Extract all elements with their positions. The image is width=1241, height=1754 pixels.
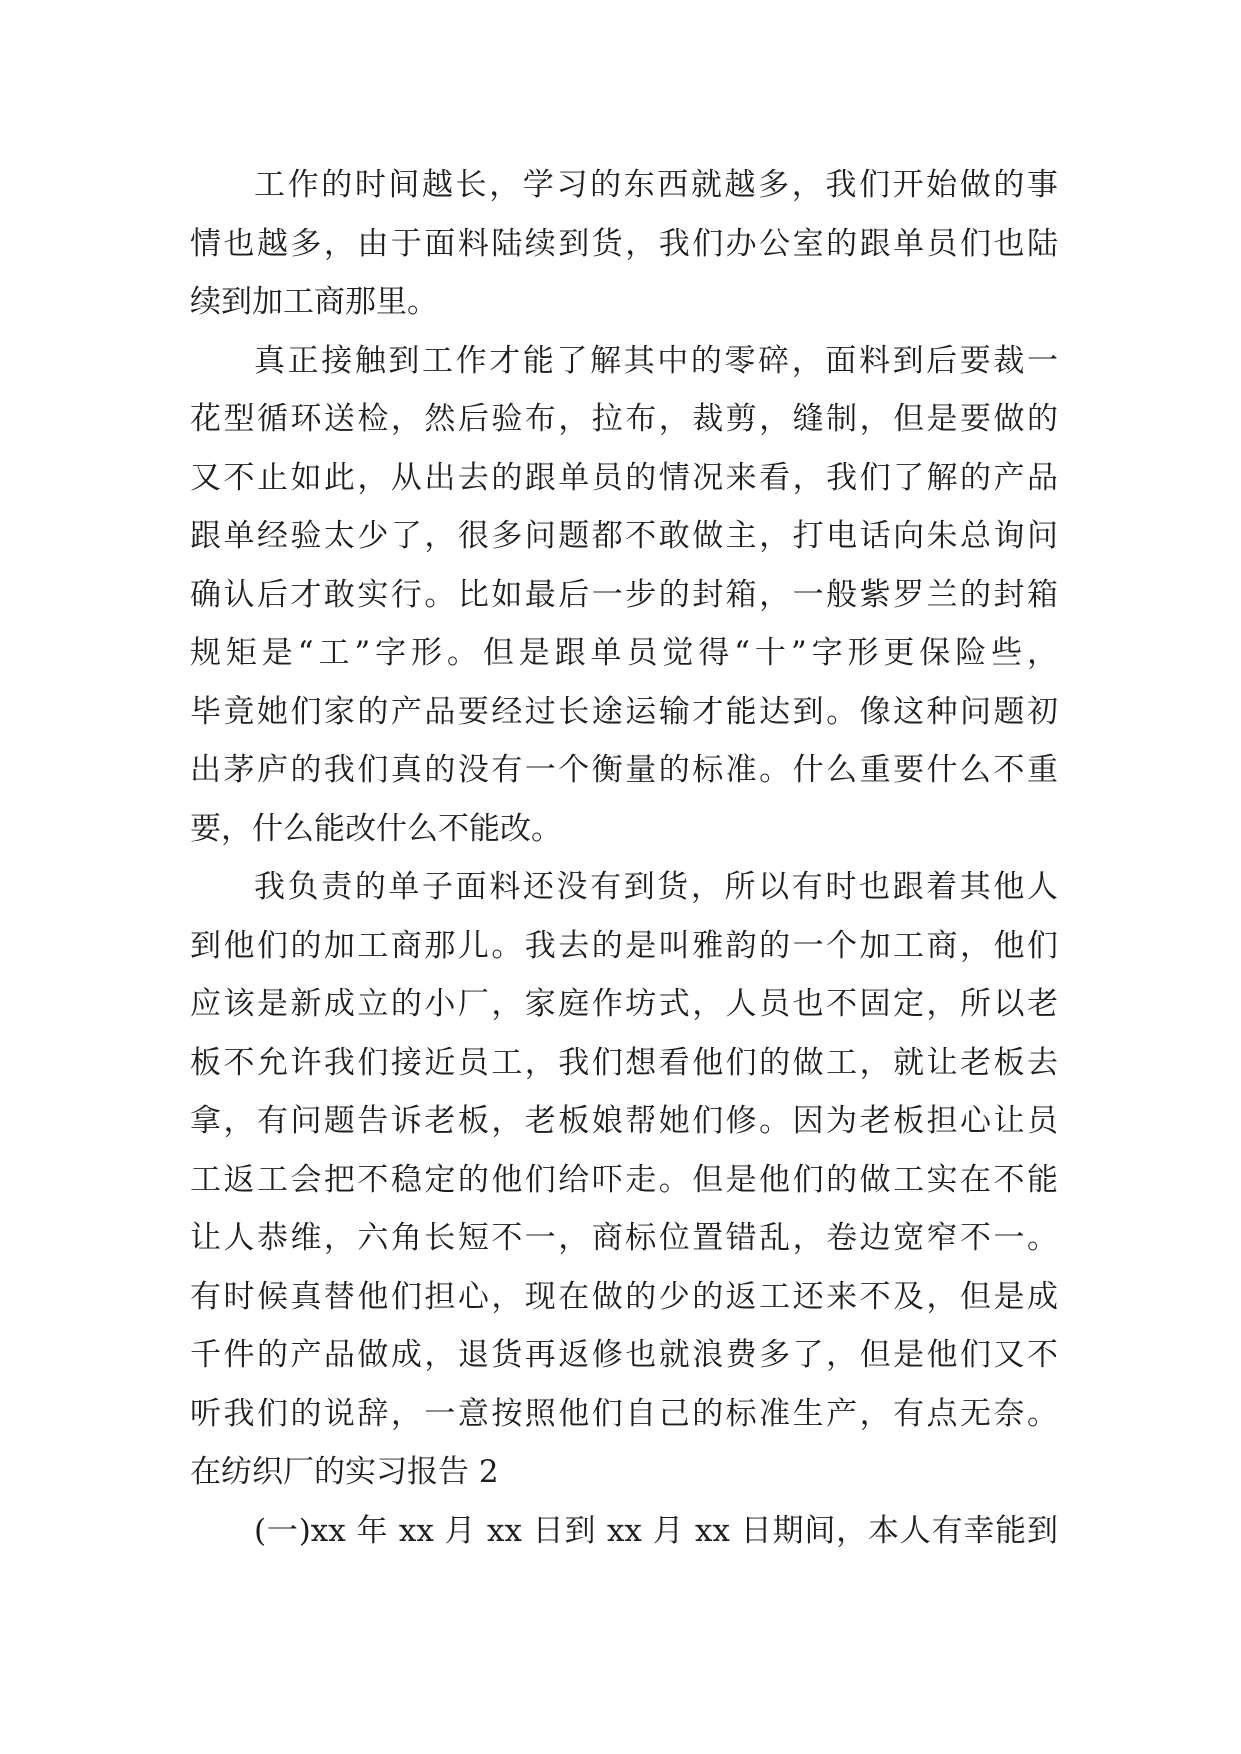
text-line: 有时候真替他们担心，现在做的少的返工还来不及，但是成	[190, 1278, 1058, 1315]
text-line: 花型循环送检，然后验布，拉布，裁剪，缝制，但是要做的	[190, 401, 1058, 437]
text-line: 到他们的加工商那儿。我去的是叫雅韵的一个加工商，他们	[190, 927, 1058, 964]
paragraph-4	[190, 1502, 1058, 1561]
text-line: 情也越多，由于面料陆续到货，我们办公室的跟单员们也陆	[190, 225, 1058, 262]
paragraph-2	[190, 332, 1058, 859]
section-heading-block	[190, 1443, 1058, 1502]
text-line: 我负责的单子面料还没有到货，所以有时也跟着其他人	[254, 869, 1058, 905]
text-line: 让人恭维，六角长短不一，商标位置错乱，卷边宽窄不一。	[190, 1220, 1058, 1256]
text-line: 出茅庐的我们真的没有一个衡量的标准。什么重要什么不重	[190, 752, 1058, 788]
text-line: 确认后才敢实行。比如最后一步的封箱，一般紫罗兰的封箱	[190, 576, 1058, 613]
text-line: 要，什么能改什么不能改。	[190, 810, 562, 847]
text-line: 板不允许我们接近员工，我们想看他们的做工，就让老板去	[190, 1044, 1058, 1081]
document-body	[190, 156, 1058, 1560]
text-line: 千件的产品做成，退货再返修也就浪费多了，但是他们又不	[190, 1337, 1058, 1373]
paragraph-1	[190, 156, 1058, 332]
paragraph-3	[190, 858, 1058, 1443]
text-line: (一)xx 年 xx 月 xx 日到 xx 月 xx 日期间，本人有幸能到	[254, 1512, 1058, 1549]
section-heading: 在纺织厂的实习报告 2	[190, 1454, 499, 1490]
text-line: 工返工会把不稳定的他们给吓走。但是他们的做工实在不能	[190, 1161, 1058, 1198]
text-line: 毕竟她们家的产品要经过长途运输才能达到。像这种问题初	[190, 693, 1058, 730]
text-line: 工作的时间越长，学习的东西就越多，我们开始做的事	[254, 167, 1058, 203]
text-line: 续到加工商那里。	[190, 284, 438, 320]
text-line: 规矩是“工”字形。但是跟单员觉得“十”字形更保险些，	[190, 635, 1058, 671]
text-line: 真正接触到工作才能了解其中的零碎，面料到后要裁一	[254, 342, 1058, 379]
text-line: 听我们的说辞，一意按照他们自己的标准生产，有点无奈。	[190, 1395, 1058, 1432]
text-line: 又不止如此，从出去的跟单员的情况来看，我们了解的产品	[190, 459, 1058, 496]
text-line: 拿，有问题告诉老板，老板娘帮她们修。因为老板担心让员	[190, 1103, 1058, 1139]
text-line: 应该是新成立的小厂，家庭作坊式，人员也不固定，所以老	[190, 986, 1058, 1022]
text-line: 跟单经验太少了，很多问题都不敢做主，打电话向朱总询问	[190, 518, 1058, 554]
